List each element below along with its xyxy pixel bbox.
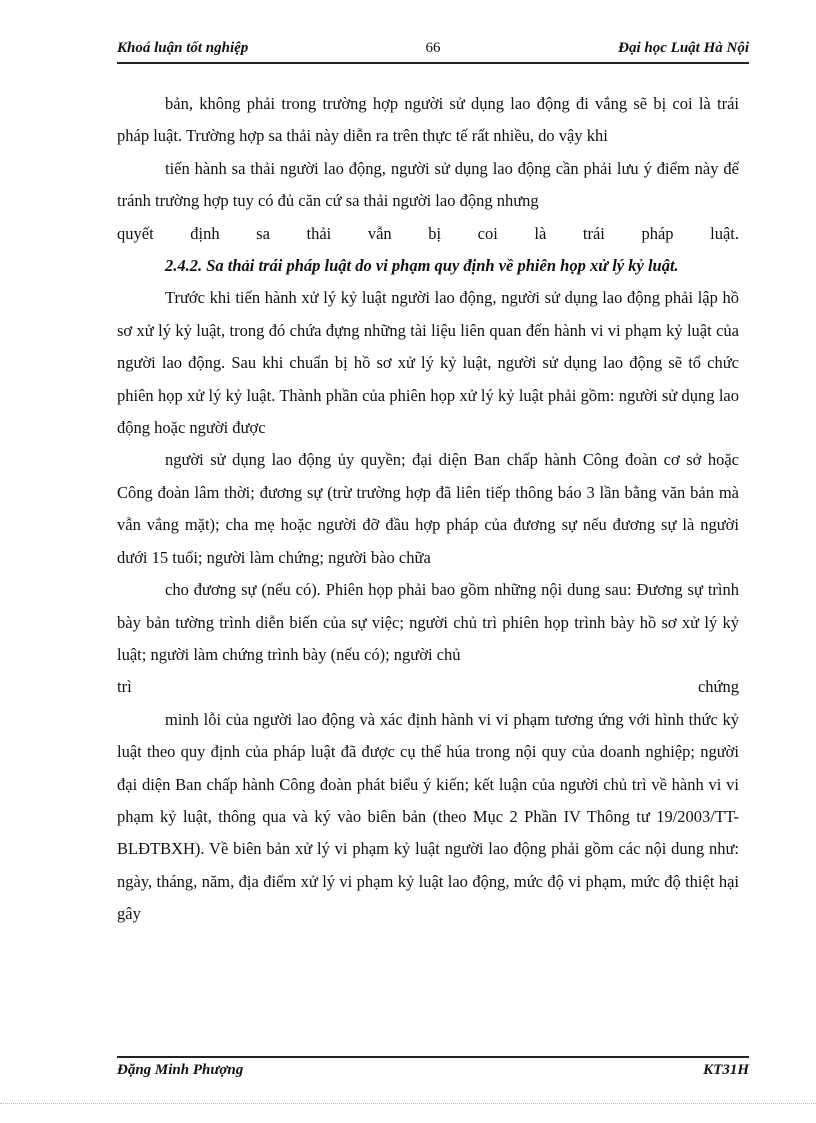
paragraph-5: cho đương sự (nếu có). Phiên họp phải bao gồm những nội dung sau: Đương sự trình bày bản tường trình diễn biến của sự việc; người chủ trì phiên họp trình bày hồ sơ xử lý kỷ luật; người làm chứng trình bày (nếu có); người chủ xyxy=(117,580,739,664)
section-heading: 2.4.2. Sa thải trái pháp luật do vi phạm quy định về phiên họp xử lý kỷ luật. xyxy=(165,256,679,276)
paragraph-2: tiến hành sa thải người lao động, người sử dụng lao động cần phải lưu ý điểm này để tránh trường hợp tuy có đủ căn cứ sa thải người lao động nhưng xyxy=(117,158,739,211)
footer-class-code: KT31H xyxy=(703,1062,749,1078)
paragraph-2-last-line: quyết định sa thải vẫn bị coi là trái pháp luật. xyxy=(117,223,739,243)
paragraph-1: bản, không phải trong trường hợp người sử dụng lao động đi vắng sẽ bị coi là trái pháp luật. Trường hợp sa thải này diễn ra trên thực tế rất nhiều, do vậy khi xyxy=(117,94,739,146)
page-header xyxy=(117,38,749,60)
footer-author: Đặng Minh Phượng xyxy=(117,1062,244,1078)
document-body xyxy=(117,88,739,931)
paragraph-5-last-line: trì chứng xyxy=(117,677,739,697)
header-rule xyxy=(117,62,749,64)
paragraph-6: minh lỗi của người lao động và xác định hành vi vi phạm tương ứng với hình thức kỷ luật theo quy định của pháp luật đã được cụ thể húa trong nội quy của doanh nghiệp; người đại diện Ban chấp hành Công đoàn phát biểu ý kiến; kết luận của người chủ trì về hành vi vi phạm kỷ luật, thông qua và ký vào biên bản (theo Mục 2 Phần IV Thông tư 19/2003/TT-BLĐTBXH). Về biên bản xử lý vi phạm kỷ luật người lao động phải gồm các nội dung như: ngày, tháng, năm, địa điểm xử lý vi phạm kỷ luật lao động, mức độ vi phạm, mức độ thiệt hại gây xyxy=(117,709,739,924)
paragraph-3: Trước khi tiến hành xử lý kỷ luật người lao động, người sử dụng lao động phải lập hồ sơ xử lý kỷ luật, trong đó chứa đựng những tài liệu liên quan đến hành vi vi phạm kỷ luật của người lao động. Sau khi chuẩn bị hồ sơ xử lý kỷ luật, người sử dụng lao động sẽ tổ chức phiên họp xử lý kỷ luật. Thành phần của phiên họp xử lý kỷ luật phải gồm: người sử dụng lao động hoặc người được xyxy=(117,288,739,438)
page-number: 66 xyxy=(425,40,441,56)
header-document-type: Khoá luận tốt nghiệp xyxy=(117,40,249,56)
header-university: Đại học Luật Hà Nội xyxy=(618,40,749,56)
page-bottom-divider xyxy=(0,1103,816,1104)
paragraph-4: người sử dụng lao động ủy quyền; đại diện Ban chấp hành Công đoàn cơ sở hoặc Công đoàn lâm thời; đương sự (trừ trường hợp đã liên tiếp thông báo 3 lần bằng văn bản mà vẫn vắng mặt); cha mẹ hoặc người đỡ đầu hợp pháp của đương sự nếu đương sự là người dưới 15 tuổi; người làm chứng; người bào chữa xyxy=(117,450,739,567)
page-footer xyxy=(117,1056,749,1082)
